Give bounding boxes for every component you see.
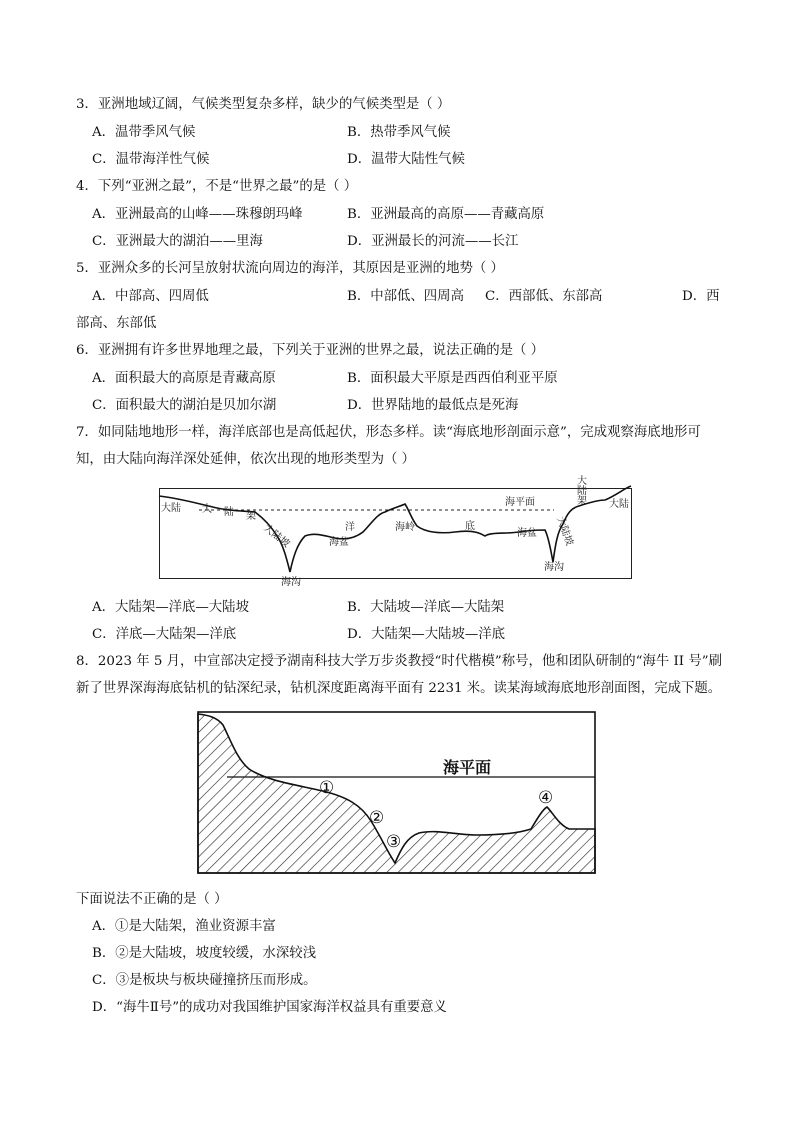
question-6-option-d: D．世界陆地的最低点是死海: [347, 398, 519, 413]
question-5-option-c: C．西部低、东部高: [485, 289, 603, 304]
question-3-option-d: D．温带大陆性气候: [347, 152, 465, 167]
question-4-option-c: C．亚洲最大的湖泊——里海: [92, 234, 263, 249]
label-trench-left: 海沟: [281, 577, 301, 588]
question-5-option-b: B．中部低、四周高: [347, 289, 464, 304]
question-5-option-a: A．中部高、四周低: [92, 289, 209, 304]
question-7-option-c: C．洋底—大陆架—洋底: [92, 627, 237, 642]
question-3-stem: 3．亚洲地域辽阔，气候类型复杂多样，缺少的气候类型是（ ）: [76, 97, 451, 112]
label-shelf-left-2: 陆: [224, 507, 234, 518]
question-8-option-c: C．③是板块与板块碰撞挤压而形成。: [92, 973, 317, 988]
marker-2: ②: [369, 808, 385, 828]
label-basin-left: 海盆: [329, 537, 349, 548]
question-3-option-c: C．温带海洋性气候: [92, 152, 210, 167]
question-8-option-a: A．①是大陆架，渔业资源丰富: [92, 919, 276, 934]
marker-1: ①: [319, 778, 335, 798]
label-shelf-right-2: 陆: [577, 486, 587, 497]
question-5-option-d-wrap: 部高、东部低: [76, 316, 157, 331]
question-7-option-d: D．大陆架—大陆坡—洋底: [347, 627, 506, 642]
label-basin-right: 海盆: [517, 528, 537, 539]
question-6-option-a: A．面积最大的高原是青藏高原: [92, 371, 276, 386]
question-5-option-d: D．西: [682, 289, 720, 304]
label-trench-right: 海沟: [544, 562, 564, 573]
question-7-option-a: A．大陆架—洋底—大陆坡: [92, 600, 249, 615]
question-3-option-a: A．温带季风气候: [92, 125, 196, 140]
question-6-option-c: C．面积最大的湖泊是贝加尔湖: [92, 398, 277, 413]
question-8-stem: 8．2023 年 5 月，中宣部决定授予湖南科技大学万步炎教授“时代楷模”称号，他和团队研制的“海牛 II 号”刷: [76, 654, 722, 669]
question-7-option-b: B．大陆坡—洋底—大陆架: [347, 600, 505, 615]
marker-4: ④: [538, 788, 554, 808]
label-bottom: 底: [465, 521, 475, 532]
question-5-stem: 5．亚洲众多的长河呈放射状流向周边的海洋，其原因是亚洲的地势（ ）: [76, 261, 504, 276]
marker-3: ③: [386, 832, 402, 852]
label-shelf-right-3: 架: [577, 496, 587, 507]
label-land-right: 大陆: [609, 499, 629, 510]
label-shelf-left-3: 架: [246, 511, 256, 522]
label-land-left: 大陆: [161, 503, 181, 514]
seafloor-profile-figure: [159, 474, 633, 588]
label-sea-level: 海平面: [443, 758, 492, 777]
label-slope-left: 大陆坡: [261, 522, 292, 550]
question-8-sub-stem: 下面说法不正确的是（ ）: [76, 892, 228, 907]
question-8-option-d: D．“海牛Ⅱ号”的成功对我国维护国家海洋权益具有重要意义: [92, 1000, 447, 1015]
label-slope-right: 大陆坡: [554, 515, 575, 548]
label-ocean: 洋: [345, 522, 355, 533]
question-4-option-a: A．亚洲最高的山峰——珠穆朗玛峰: [92, 207, 303, 222]
seafloor-section-figure: [197, 711, 597, 875]
question-6-option-b: B．面积最大平原是西西伯利亚平原: [347, 371, 558, 386]
label-shelf-right-1: 大: [577, 476, 587, 487]
label-sea-level: 海平面: [505, 497, 535, 508]
question-7-stem-cont: 知，由大陆向海洋深处延伸，依次出现的地形类型为（ ）: [76, 452, 416, 467]
label-shelf-left-1: 大: [202, 504, 212, 515]
question-6-stem: 6．亚洲拥有许多世界地理之最，下列关于亚洲的世界之最，说法正确的是（ ）: [76, 343, 545, 358]
question-8-option-b: B．②是大陆坡，坡度较缓，水深较浅: [92, 946, 317, 961]
label-ridge: 海岭: [395, 522, 415, 533]
question-8-stem-cont: 新了世界深海海底钻机的钻深纪录，钻机深度距离海平面有 2231 米。读某海域海底地形剖面图，完成下题。: [76, 681, 722, 696]
question-4-option-b: B．亚洲最高的高原——青藏高原: [347, 207, 545, 222]
question-4-stem: 4．下列“亚洲之最”，不是“世界之最”的是（ ）: [76, 179, 358, 194]
question-7-stem: 7．如同陆地地形一样，海洋底部也是高低起伏，形态多样。读“海底地形剖面示意”，完成观察海底地形可: [76, 425, 701, 440]
question-4-option-d: D．亚洲最长的河流——长江: [347, 234, 519, 249]
question-3-option-b: B．热带季风气候: [347, 125, 451, 140]
